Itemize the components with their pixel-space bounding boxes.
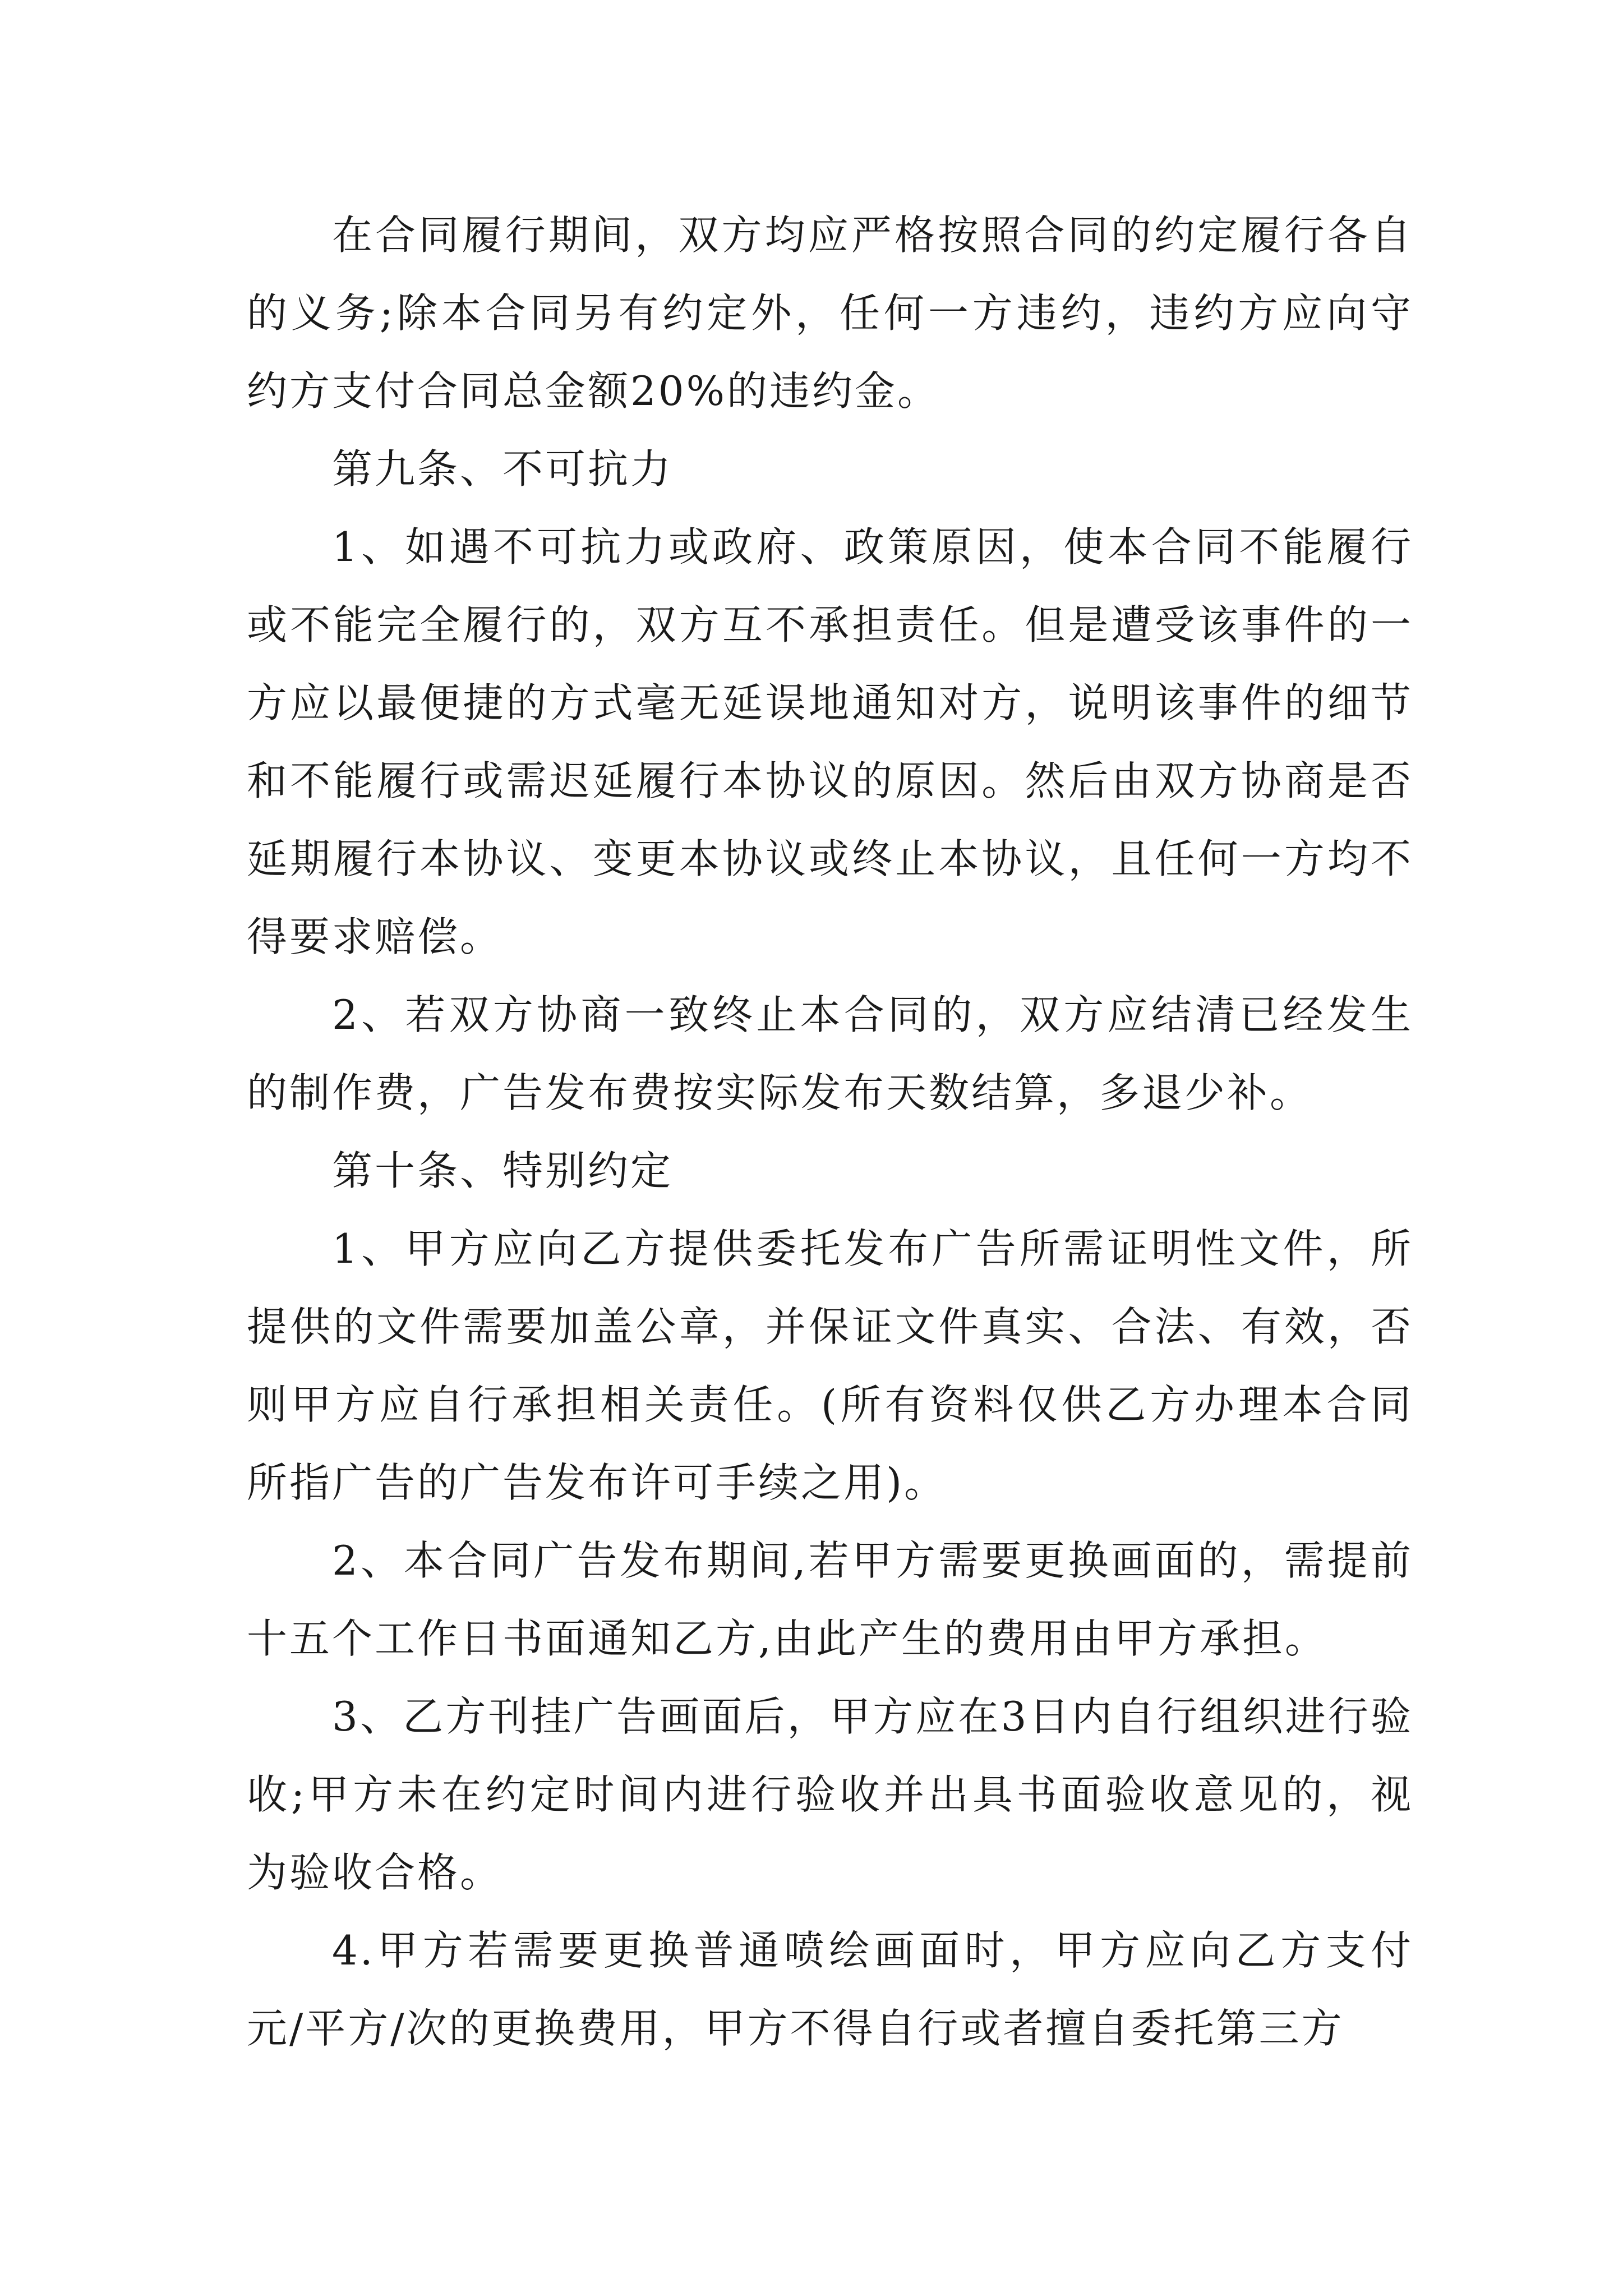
document-body (247, 196, 1413, 2068)
paragraph-special-agreement-2: 2、本合同广告发布期间,若甲方需要更换画面的，需提前十五个工作日书面通知乙方,由此产生的费用由甲方承担。 (247, 1537, 1413, 1662)
paragraph-force-majeure-1: 1、如遇不可抗力或政府、政策原因，使本合同不能履行或不能完全履行的，双方互不承担责任。但是遭受该事件的一方应以最便捷的方式毫无延误地通知对方，说明该事件的细节和不能履行或需迟延履行本协议的原因。然后由双方协商是否延期履行本协议、变更本协议或终止本协议，且任何一方均不得要求赔偿。 (247, 523, 1413, 960)
section-heading-force-majeure: 第九条、不可抗力 (332, 445, 674, 493)
section-heading-special-agreement: 第十条、特别约定 (332, 1147, 674, 1194)
paragraph-breach-penalty: 在合同履行期间，双方均应严格按照合同的约定履行各自的义务;除本合同另有约定外，任何一方违约，违约方应向守约方支付合同总金额20%的违约金。 (247, 211, 1413, 415)
paragraph-special-agreement-1: 1、甲方应向乙方提供委托发布广告所需证明性文件，所提供的文件需要加盖公章，并保证文件真实、合法、有效，否则甲方应自行承担相关责任。(所有资料仅供乙方办理本合同所指广告的广告发布许可手续之用)。 (247, 1225, 1413, 1506)
paragraph-special-agreement-3: 3、乙方刊挂广告画面后，甲方应在3日内自行组织进行验收;甲方未在约定时间内进行验收并出具书面验收意见的，视为验收合格。 (247, 1693, 1413, 1896)
paragraph-special-agreement-4: 4.甲方若需要更换普通喷绘画面时，甲方应向乙方支付元/平方/次的更换费用，甲方不得自行或者擅自委托第三方 (247, 1927, 1413, 2052)
paragraph-force-majeure-2: 2、若双方协商一致终止本合同的，双方应结清已经发生的制作费，广告发布费按实际发布天数结算，多退少补。 (247, 991, 1413, 1116)
